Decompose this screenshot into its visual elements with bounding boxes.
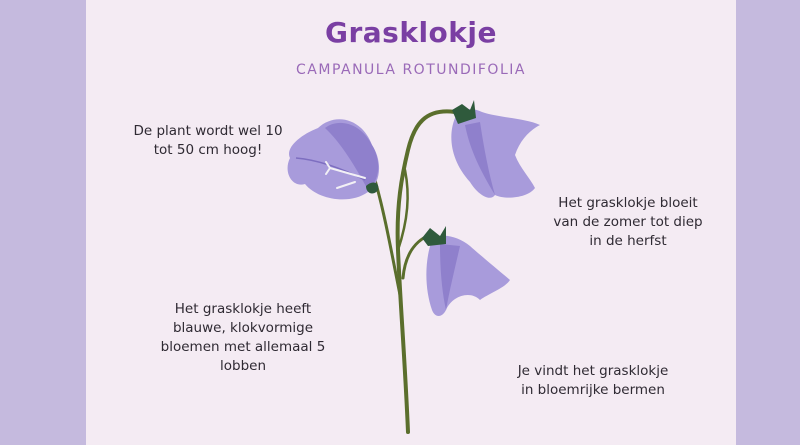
note-habitat: Je vindt het grasklokje in bloemrijke bermen <box>517 363 669 398</box>
top-right-flower <box>451 100 540 198</box>
lower-right-flower <box>422 226 510 316</box>
latin-name: CAMPANULA ROTUNDIFOLIA <box>296 62 526 78</box>
page-title: Grasklokje <box>324 16 497 49</box>
note-bloom-season: Het grasklokje bloeit van de zomer tot diep in de herfst <box>553 195 703 249</box>
note-plant-height: De plant wordt wel 10 tot 50 cm hoog! <box>133 123 283 158</box>
note-flower-shape: Het grasklokje heeft blauwe, klokvormige bloemen met allemaal 5 lobben <box>160 301 326 374</box>
